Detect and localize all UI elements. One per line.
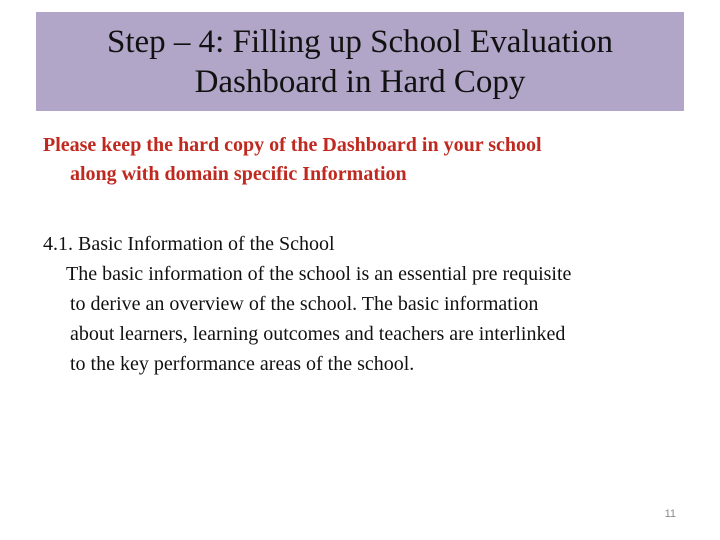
section-body-line-2: to derive an overview of the school. The basic information xyxy=(70,293,539,315)
section-body-line-3: about learners, learning outcomes and teachers are interlinked xyxy=(70,323,566,345)
intro-note-line-2: along with domain specific Information xyxy=(70,163,407,185)
slide-title-line-1: Step – 4: Filling up School Evaluation xyxy=(107,23,613,60)
section-body-line-1: The basic information of the school is an essential pre requisite xyxy=(66,263,572,285)
slide-title-line-2: Dashboard in Hard Copy xyxy=(194,63,526,100)
intro-note-line-1: Please keep the hard copy of the Dashboard in your school xyxy=(43,134,542,156)
page-number: 11 xyxy=(664,508,676,520)
section-body-line-4: to the key performance areas of the school. xyxy=(70,353,415,375)
slide-title-banner xyxy=(36,12,684,111)
section-heading: 4.1. Basic Information of the School xyxy=(43,233,335,255)
basic-information-section xyxy=(43,229,683,379)
intro-note xyxy=(43,131,683,189)
